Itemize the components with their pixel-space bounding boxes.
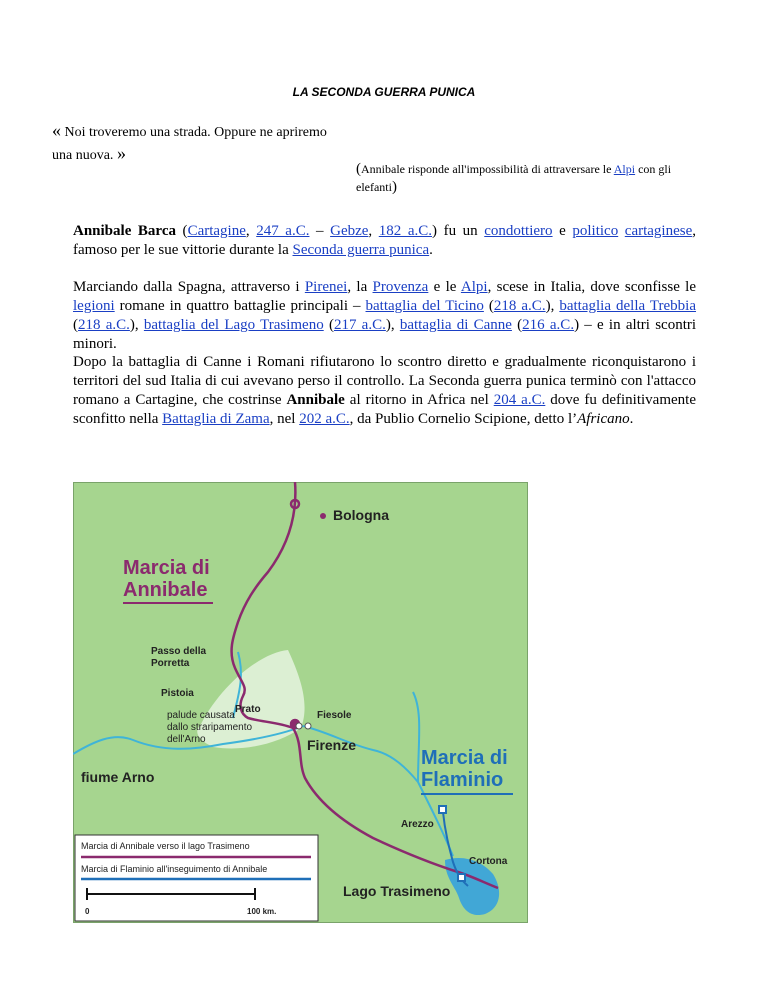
- quote-open-mark: «: [52, 120, 61, 140]
- text: , da Publio Cornelio Scipione, detto l’: [349, 411, 578, 427]
- label-palude-1: palude causata: [167, 710, 235, 721]
- text: (: [323, 317, 334, 333]
- text: e: [552, 223, 573, 239]
- text: Dopo la battaglia di Canne i Romani rifiutarono lo scontro diretto e gradualmente riconquistarono i territori del sud Italia di cui avevano perso il controllo. La Seconda guerra punica terminò con l'attacco romano a Cartagine, che costrinse: [73, 354, 696, 408]
- link-202-ac[interactable]: 202 a.C.: [299, 411, 350, 427]
- map-figure: [73, 482, 528, 923]
- text: Marciando dalla Spagna, attraverso i: [73, 279, 305, 295]
- paragraph-intro: [73, 222, 696, 260]
- text: [618, 223, 625, 239]
- link-182-ac[interactable]: 182 a.C.: [378, 223, 432, 239]
- link-battaglia-trasimeno[interactable]: battaglia del Lago Trasimeno: [143, 317, 324, 333]
- text: ) – e in altri scontri minori.: [73, 317, 697, 352]
- text: al ritorno in Africa nel: [344, 392, 494, 408]
- label-pistoia: Pistoia: [161, 688, 194, 699]
- link-battaglia-trebbia[interactable]: battaglia della Trebbia: [559, 298, 697, 314]
- text: .: [629, 411, 634, 427]
- label-palude-2: dallo straripamento: [167, 722, 253, 733]
- link-alpi[interactable]: Alpi: [613, 162, 636, 176]
- link-politico[interactable]: politico: [572, 223, 619, 239]
- link-204-ac[interactable]: 204 a.C.: [493, 392, 546, 408]
- text: dove fu definitivamente sconfitto nella: [73, 392, 696, 427]
- attrib-text-2: con gli elefanti: [356, 162, 672, 194]
- map-svg: [73, 482, 528, 923]
- label-fiesole: Fiesole: [317, 710, 352, 721]
- text: ),: [385, 317, 400, 333]
- label-arezzo: Arezzo: [401, 819, 434, 830]
- link-cartaginese[interactable]: cartaginese: [624, 223, 693, 239]
- text: , la: [347, 279, 373, 295]
- link-218-ac[interactable]: 218 a.C.: [493, 298, 546, 314]
- label-marcia-flaminio-2: Flaminio: [421, 769, 504, 791]
- attrib-close: ): [391, 179, 397, 195]
- text: ) fu un: [432, 223, 485, 239]
- link-218-ac-2[interactable]: 218 a.C.: [78, 317, 130, 333]
- link-217-ac[interactable]: 217 a.C.: [333, 317, 386, 333]
- scale-end-label: 100 km.: [247, 907, 277, 916]
- label-prato: Prato: [235, 704, 261, 715]
- scale-start-label: 0: [85, 907, 90, 916]
- paragraph-march: [73, 278, 696, 354]
- label-fiume-arno: fiume Arno: [81, 769, 155, 785]
- link-247-ac[interactable]: 247 a.C.: [256, 223, 310, 239]
- text: , scese in Italia, dove sconfisse le: [487, 279, 696, 295]
- text: ),: [545, 298, 560, 314]
- text: romane in quattro battaglie principali –: [114, 298, 366, 314]
- label-marcia-flaminio-1: Marcia di: [421, 747, 508, 769]
- text: .: [429, 242, 433, 258]
- cortona-marker: [458, 874, 465, 881]
- text: e le: [428, 279, 461, 295]
- label-cortona: Cortona: [469, 856, 508, 867]
- legend-flaminio-text: Marcia di Flaminio all'inseguimento di Annibale: [81, 864, 268, 874]
- link-battaglia-ticino[interactable]: battaglia del Ticino: [365, 298, 484, 314]
- text: , nel: [269, 411, 300, 427]
- label-passo-2: Porretta: [151, 658, 190, 669]
- link-pirenei[interactable]: Pirenei: [304, 279, 348, 295]
- label-bologna: Bologna: [333, 507, 389, 523]
- text: ,: [245, 223, 257, 239]
- fiesole-marker: [305, 723, 311, 729]
- document-title: LA SECONDA GUERRA PUNICA: [292, 85, 476, 99]
- quote-attribution: [356, 160, 696, 196]
- opening-quote: [52, 120, 342, 166]
- link-battaglia-zama[interactable]: Battaglia di Zama: [162, 411, 270, 427]
- text: –: [309, 223, 331, 239]
- link-provenza[interactable]: Provenza: [372, 279, 429, 295]
- quote-text: Noi troveremo una strada. Oppure ne apriremo una nuova.: [52, 125, 327, 163]
- label-marcia-annibale-1: Marcia di: [123, 557, 210, 579]
- text: (: [175, 223, 188, 239]
- link-gebze[interactable]: Gebze: [330, 223, 369, 239]
- link-216-ac[interactable]: 216 a.C.: [522, 317, 575, 333]
- name-annibale: Annibale: [286, 392, 345, 408]
- text: (: [511, 317, 523, 333]
- text: (: [483, 298, 494, 314]
- legend-annibale-text: Marcia di Annibale verso il lago Trasimeno: [81, 841, 250, 851]
- label-lago-trasimeno: Lago Trasimeno: [343, 883, 451, 899]
- text: ),: [129, 317, 144, 333]
- paragraph-aftermath: [73, 353, 696, 429]
- attrib-open: (: [356, 161, 361, 177]
- label-marcia-annibale-2: Annibale: [123, 579, 208, 601]
- label-passo-1: Passo della: [151, 646, 207, 657]
- quote-close-mark: »: [116, 143, 126, 163]
- arezzo-marker: [439, 806, 446, 813]
- link-legioni[interactable]: legioni: [73, 298, 115, 314]
- link-seconda-guerra-punica[interactable]: Seconda guerra punica: [292, 242, 430, 258]
- africano-italic: Africano: [577, 411, 630, 427]
- text: (: [73, 317, 78, 333]
- text: ,: [368, 223, 379, 239]
- name-annibale-barca: Annibale Barca: [73, 223, 176, 239]
- label-palude-3: dell'Arno: [167, 734, 206, 745]
- bologna-marker: [320, 513, 326, 519]
- firenze-marker: [296, 723, 302, 729]
- link-alpi-2[interactable]: Alpi: [460, 279, 488, 295]
- link-battaglia-canne[interactable]: battaglia di Canne: [399, 317, 512, 333]
- text: , famoso per le sue vittorie durante la: [73, 223, 696, 258]
- link-cartagine[interactable]: Cartagine: [187, 223, 246, 239]
- link-condottiero[interactable]: condottiero: [484, 223, 553, 239]
- label-firenze: Firenze: [307, 737, 357, 753]
- map-legend: [75, 835, 318, 921]
- attrib-text: Annibale risponde all'impossibilità di attraversare le: [361, 162, 614, 176]
